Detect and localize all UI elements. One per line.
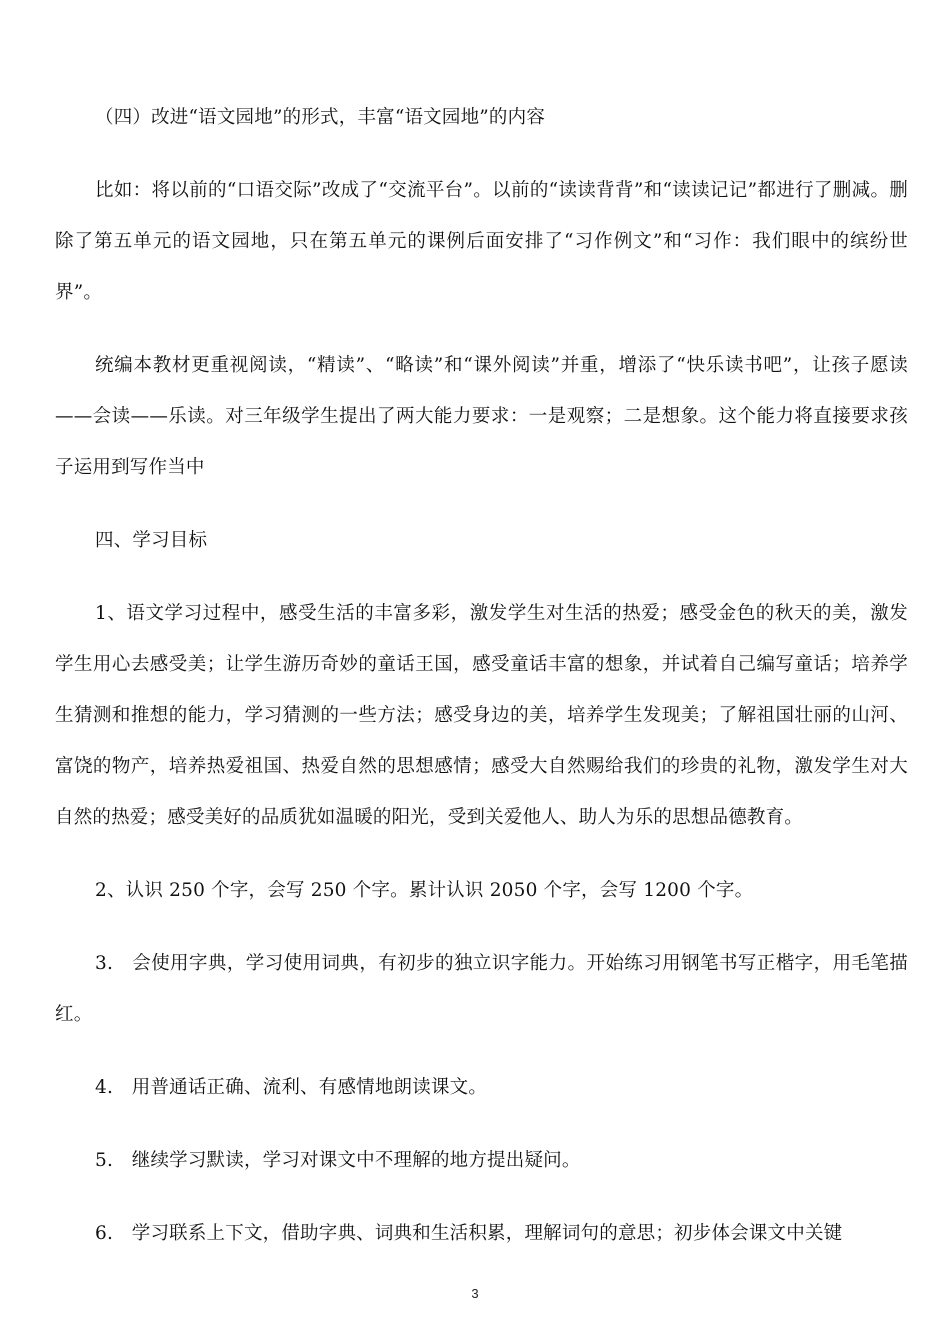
- section-heading-learning-goals: 四、学习目标: [95, 530, 208, 551]
- paragraph-examples: 比如：将以前的“口语交际”改成了“交流平台”。以前的“读读背背”和“读读记记”都进行了删减。删除了第五单元的语文园地，只在第五单元的课例后面安排了“习作例文”和“习作：我们眼中的缤纷世界”。: [55, 180, 908, 303]
- page-number: 3: [471, 1286, 479, 1301]
- goal-item-1: 1、语文学习过程中，感受生活的丰富多彩，激发学生对生活的热爱；感受金色的秋天的美，激发学生用心去感受美；让学生游历奇妙的童话王国，感受童话丰富的想象，并试着自己编写童话；培养学生猜测和推想的能力，学习猜测的一些方法；感受身边的美，培养学生发现美；了解祖国壮丽的山河、富饶的物产，培养热爱祖国、热爱自然的思想感情；感受大自然赐给我们的珍贵的礼物，激发学生对大自然的热爱；感受美好的品质犹如温暖的阳光，受到关爱他人、助人为乐的思想品德教育。: [55, 603, 908, 828]
- goal-item-3: 3. 会使用字典，学习使用词典，有初步的独立识字能力。开始练习用钢笔书写正楷字，用毛笔描红。: [55, 953, 908, 1025]
- goal-item-2: 2、认识 250 个字，会写 250 个字。累计认识 2050 个字，会写 1200 个字。: [95, 880, 754, 901]
- goal-item-5: 5. 继续学习默读，学习对课文中不理解的地方提出疑问。: [95, 1150, 581, 1171]
- goal-item-4: 4. 用普通话正确、流利、有感情地朗读课文。: [95, 1077, 488, 1098]
- page-body: [55, 92, 908, 1259]
- goal-item-6: 6. 学习联系上下文，借助字典、词典和生活积累，理解词句的意思；初步体会课文中关键: [95, 1223, 843, 1244]
- section-heading-yuwen-yuandi: （四）改进“语文园地”的形式，丰富“语文园地”的内容: [95, 107, 546, 128]
- paragraph-reading-emphasis: 统编本教材更重视阅读，“精读”、“略读”和“课外阅读”并重，增添了“快乐读书吧”，让孩子愿读——会读——乐读。对三年级学生提出了两大能力要求：一是观察；二是想象。这个能力将直接要求孩子运用到写作当中: [55, 355, 908, 478]
